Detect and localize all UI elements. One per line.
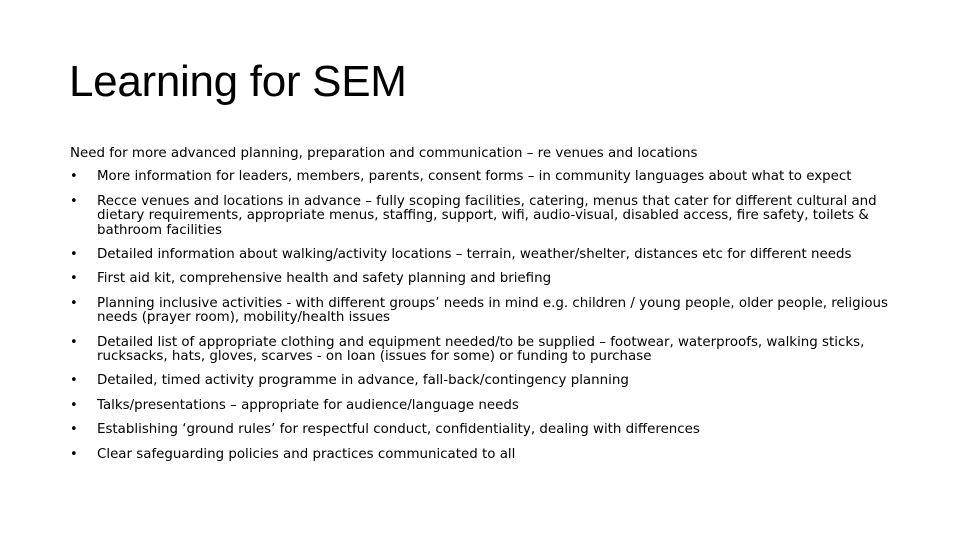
slide-body <box>70 147 900 472</box>
bullet-point-icon: • <box>70 193 78 209</box>
bullet-point-icon: • <box>70 397 78 413</box>
bullet-text: Clear safeguarding policies and practices communicated to all <box>97 446 516 462</box>
bullet-item <box>70 423 900 437</box>
bullet-item <box>70 297 900 326</box>
bullet-list <box>70 170 900 462</box>
bullet-point-icon: • <box>70 271 78 287</box>
bullet-item <box>70 336 900 365</box>
bullet-item <box>70 399 900 413</box>
bullet-point-icon: • <box>70 422 78 438</box>
bullet-text: Talks/presentations – appropriate for audience/language needs <box>97 397 519 413</box>
bullet-text: More information for leaders, members, parents, consent forms – in community languages about what to expect <box>97 169 852 185</box>
bullet-point-icon: • <box>70 295 78 311</box>
bullet-point-icon: • <box>70 446 78 462</box>
bullet-item <box>70 170 900 184</box>
bullet-item <box>70 448 900 462</box>
bullet-text: Detailed list of appropriate clothing and equipment needed/to be supplied – footwear, waterproofs, walking sticks, rucksacks, hats, gloves, scarves - on loan (issues for some) or funding to purchase <box>97 334 865 365</box>
bullet-item <box>70 248 900 262</box>
bullet-point-icon: • <box>70 247 78 263</box>
bullet-text: Detailed, timed activity programme in advance, fall-back/contingency planning <box>97 373 629 389</box>
bullet-item <box>70 374 900 388</box>
slide-title: Learning for SEM <box>69 57 407 106</box>
bullet-text: Planning inclusive activities - with different groups’ needs in mind e.g. children / young people, older people, religious needs (prayer room), mobility/health issues <box>97 295 888 326</box>
bullet-text: Recce venues and locations in advance – fully scoping facilities, catering, menus that cater for different cultural and dietary requirements, appropriate menus, staffing, support, wifi, audio-visual, disabled access, fire safety, toilets & bathroom facilities <box>97 193 877 238</box>
intro-text: Need for more advanced planning, preparation and communication – re venues and locations <box>70 146 698 161</box>
bullet-text: First aid kit, comprehensive health and safety planning and briefing <box>97 271 552 287</box>
bullet-text: Establishing ‘ground rules’ for respectful conduct, confidentiality, dealing with differences <box>97 422 700 438</box>
bullet-text: Detailed information about walking/activity locations – terrain, weather/shelter, distances etc for different needs <box>97 247 852 263</box>
bullet-point-icon: • <box>70 373 78 389</box>
bullet-item <box>70 272 900 286</box>
bullet-point-icon: • <box>70 169 78 185</box>
bullet-point-icon: • <box>70 334 78 350</box>
bullet-item <box>70 195 900 238</box>
